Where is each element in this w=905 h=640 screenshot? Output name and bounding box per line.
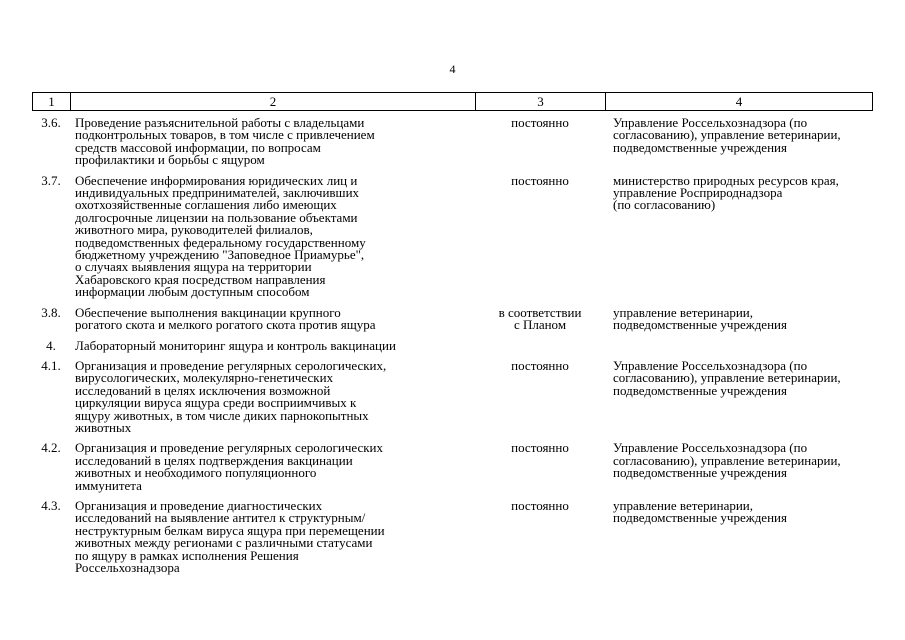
row-responsible: управление ветеринарии, подведомственные учреждения	[613, 497, 787, 526]
row-description: Организация и проведение диагностических исследований на выявление антител к структурным/ неструктурным белкам вируса ящура при перемещении животных между регионами с различными статусами по ящуру в рамках исполнения Решения Россельхознадзора	[75, 497, 385, 575]
row-description: Обеспечение информирования юридических лиц и индивидуальных предпринимателей, заключивших охотхозяйственные соглашения либо имеющих долгосрочные лицензии на пользование объектами животного мира, руководителей филиалов, подведомственных федеральному государственному бюджетному учреждению "Заповедное Приамурье", о случаях выявления ящура на территории Хабаровского края посредством направления информации любым доступным способом	[75, 172, 366, 300]
page-number: 4	[449, 62, 456, 76]
row-number: 4.3.	[41, 497, 61, 513]
table-row	[32, 307, 872, 340]
row-term: постоянно	[511, 115, 569, 130]
row-description: Проведение разъяснительной работы с владельцами подконтрольных товаров, в том числе с привлечением средств массовой информации, по вопросам профилактики и борьбы с ящуром	[75, 115, 375, 168]
row-responsible: Управление Россельхознадзора (по согласованию), управление ветеринарии, подведомственные учреждения	[613, 440, 841, 481]
row-description: Организация и проведение регулярных серологических исследований в целях подтверждения вакцинации животных и необходимого популяционного иммунитета	[75, 440, 384, 493]
row-description: Обеспечение выполнения вакцинации крупного рогатого скота и мелкого рогатого скота против ящура	[75, 304, 376, 333]
row-term: постоянно	[511, 497, 569, 513]
table-row	[32, 442, 872, 500]
row-responsible: министерство природных ресурсов края, управление Росприроднадзора (по согласованию)	[613, 172, 839, 213]
row-number: 3.7.	[41, 172, 61, 188]
table-header	[32, 92, 873, 111]
header-col-2: 2	[71, 93, 476, 111]
row-term: постоянно	[511, 172, 569, 188]
row-term: постоянно	[511, 440, 569, 456]
row-description: Организация и проведение регулярных серологических, вирусологических, молекулярно-генетических исследований в целях исключения возможной циркуляции вируса ящура среди восприимчивых к ящуру животных, в том числе диких парнокопытных животных	[75, 357, 387, 435]
row-responsible: Управление Россельхознадзора (по согласованию), управление ветеринарии, подведомственные учреждения	[613, 115, 841, 155]
row-responsible: Управление Россельхознадзора (по согласованию), управление ветеринарии, подведомственные учреждения	[613, 357, 841, 398]
section-number: 4.	[46, 337, 56, 353]
header-col-1: 1	[33, 93, 71, 111]
section-title: Лабораторный мониторинг ящура и контроль вакцинации	[75, 337, 396, 353]
table-body	[32, 117, 872, 574]
table-row	[32, 500, 872, 574]
row-number: 4.1.	[41, 357, 61, 373]
row-responsible: управление ветеринарии, подведомственные учреждения	[613, 304, 787, 333]
section-heading-row	[32, 340, 872, 360]
row-term: постоянно	[511, 357, 569, 373]
row-term: в соответствии с Планом	[498, 304, 582, 333]
table-row	[32, 117, 872, 175]
table-row	[32, 175, 872, 307]
table-row	[32, 360, 872, 442]
row-number: 3.6.	[41, 115, 61, 130]
row-number: 3.8.	[41, 304, 61, 320]
row-number: 4.2.	[41, 440, 61, 456]
header-col-4: 4	[606, 93, 873, 111]
header-col-3: 3	[476, 93, 606, 111]
